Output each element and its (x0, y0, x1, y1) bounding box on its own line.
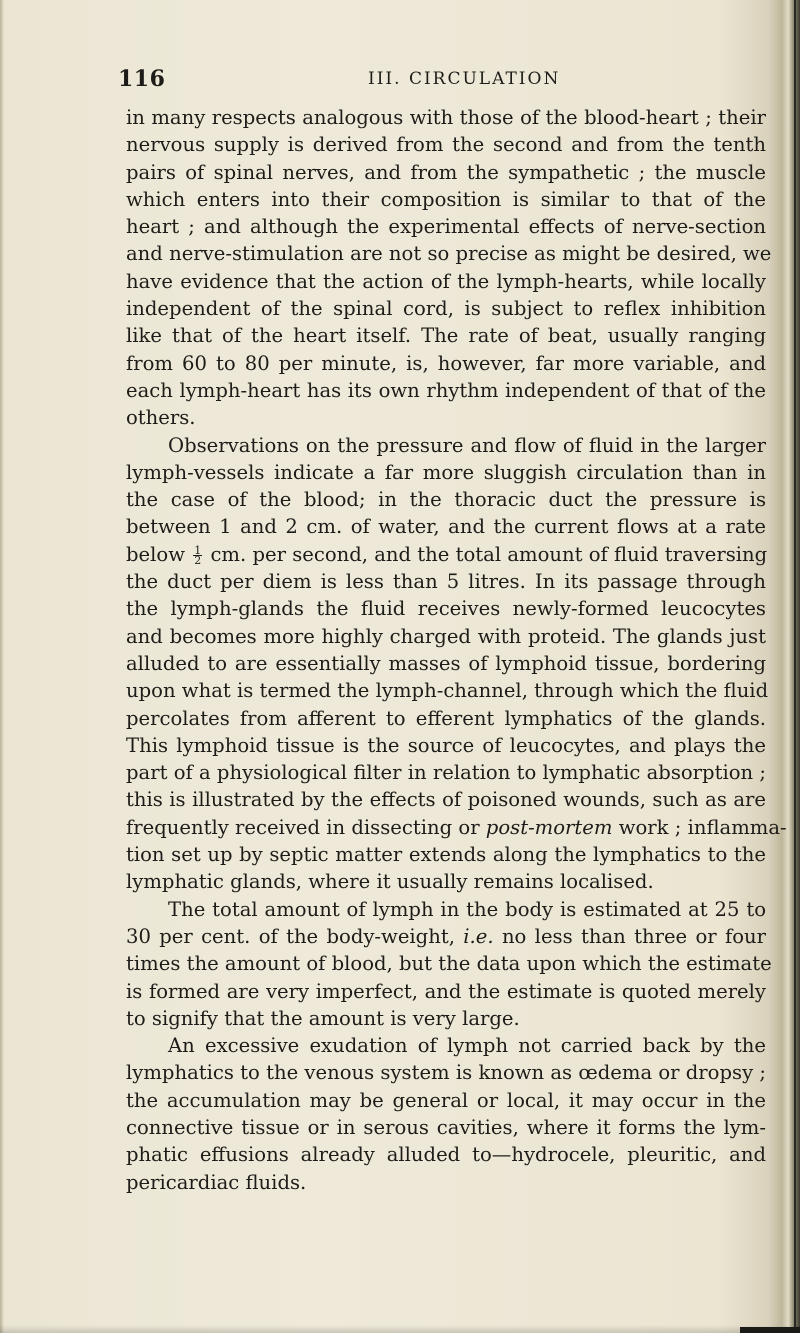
text-segment: work ; inflamma- (618, 815, 787, 839)
text-line: the lymph-glands the fluid receives newly-formed leucocytes (126, 597, 766, 621)
text-line: to signify that the amount is very large. (126, 1006, 520, 1030)
text-line-with-fraction (126, 541, 766, 568)
text-line: this is illustrated by the effects of poisoned wounds, such as are (126, 788, 766, 812)
text-line: and nerve-stimulation are not so precise as might be desired, we (126, 242, 772, 266)
text-line: each lymph-heart has its own rhythm independent of that of the (126, 378, 766, 402)
text-line: others. (126, 406, 196, 430)
text-line: is formed are very imperfect, and the estimate is quoted merely (126, 979, 766, 1003)
italic-term: post-mortem (485, 815, 613, 839)
text-line: part of a physiological filter in relation to lymphatic absorption ; (126, 761, 766, 785)
text-line: the duct per diem is less than 5 litres. In its passage through (126, 570, 766, 594)
text-segment: cm. per second, and the total amount of fluid traversing (210, 542, 768, 566)
page-right-edge-shadow (774, 0, 800, 1333)
body-text (126, 104, 787, 1196)
text-line: like that of the heart itself. The rate of beat, usually ranging (126, 324, 766, 348)
page-binding-line (794, 0, 796, 1333)
text-line: in many respects analogous with those of the blood-heart ; their (126, 106, 766, 129)
text-line: times the amount of blood, but the data upon which the estimate (126, 952, 772, 976)
running-head: III. CIRCULATION (368, 69, 561, 89)
text-line: alluded to are essentially masses of lymphoid tissue, bordering (126, 651, 766, 675)
text-line: lymph-vessels indicate a far more sluggish circulation than in (126, 460, 766, 484)
text-line: tion set up by septic matter extends along the lymphatics to the (126, 843, 766, 867)
paragraph-start-line: An excessive exudation of lymph not carried back by the (168, 1034, 766, 1058)
fraction-numerator: 1 (194, 543, 202, 557)
paragraph-start-line: The total amount of lymph in the body is estimated at 25 to (168, 897, 766, 921)
text-line: pairs of spinal nerves, and from the sympathetic ; the muscle (126, 160, 766, 184)
page-bottom-shadow (0, 1325, 800, 1333)
page-number: 116 (118, 66, 166, 92)
text-line-with-italic (126, 923, 766, 950)
text-line: This lymphoid tissue is the source of leucocytes, and plays the (126, 733, 766, 757)
italic-term: i.e. (463, 924, 494, 948)
text-segment: frequently received in dissecting or (126, 815, 480, 839)
text-line: between 1 and 2 cm. of water, and the current flows at a rate (126, 515, 766, 539)
text-line: nervous supply is derived from the second and from the tenth (126, 133, 766, 157)
fraction-half (193, 543, 202, 567)
text-line: lymphatics to the venous system is known as œdema or dropsy ; (126, 1061, 766, 1085)
page-left-edge (0, 0, 4, 1333)
text-segment: below (126, 542, 185, 566)
fraction-denominator: 2 (194, 553, 202, 567)
paragraph-start-line: Observations on the pressure and flow of fluid in the larger (168, 433, 766, 457)
page-header (118, 66, 778, 96)
text-line: the case of the blood; in the thoracic duct the pressure is (126, 488, 766, 512)
page-bottom-corner (740, 1327, 800, 1333)
text-line: have evidence that the action of the lymph-hearts, while locally (126, 269, 766, 293)
text-segment: 30 per cent. of the body-weight, (126, 924, 455, 948)
text-line: upon what is termed the lymph-channel, through which the fluid (126, 679, 769, 703)
text-line: which enters into their composition is similar to that of the (126, 187, 766, 211)
text-line: pericardiac fluids. (126, 1170, 307, 1194)
text-line: lymphatic glands, where it usually remains localised. (126, 870, 654, 894)
text-line: percolates from afferent to efferent lymphatics of the glands. (126, 706, 766, 730)
text-line: heart ; and although the experimental effects of nerve-section (126, 215, 766, 239)
text-line: independent of the spinal cord, is subject to reflex inhibition (126, 297, 766, 321)
text-line: connective tissue or in serous cavities, where it forms the lym- (126, 1115, 766, 1139)
text-line: and becomes more highly charged with proteid. The glands just (126, 624, 766, 648)
text-line: the accumulation may be general or local, it may occur in the (126, 1088, 766, 1112)
text-line: phatic effusions already alluded to—hydrocele, pleuritic, and (126, 1143, 766, 1167)
text-segment: no less than three or four (501, 924, 766, 948)
text-line-with-italic (126, 814, 787, 841)
text-line: from 60 to 80 per minute, is, however, far more variable, and (126, 351, 766, 375)
